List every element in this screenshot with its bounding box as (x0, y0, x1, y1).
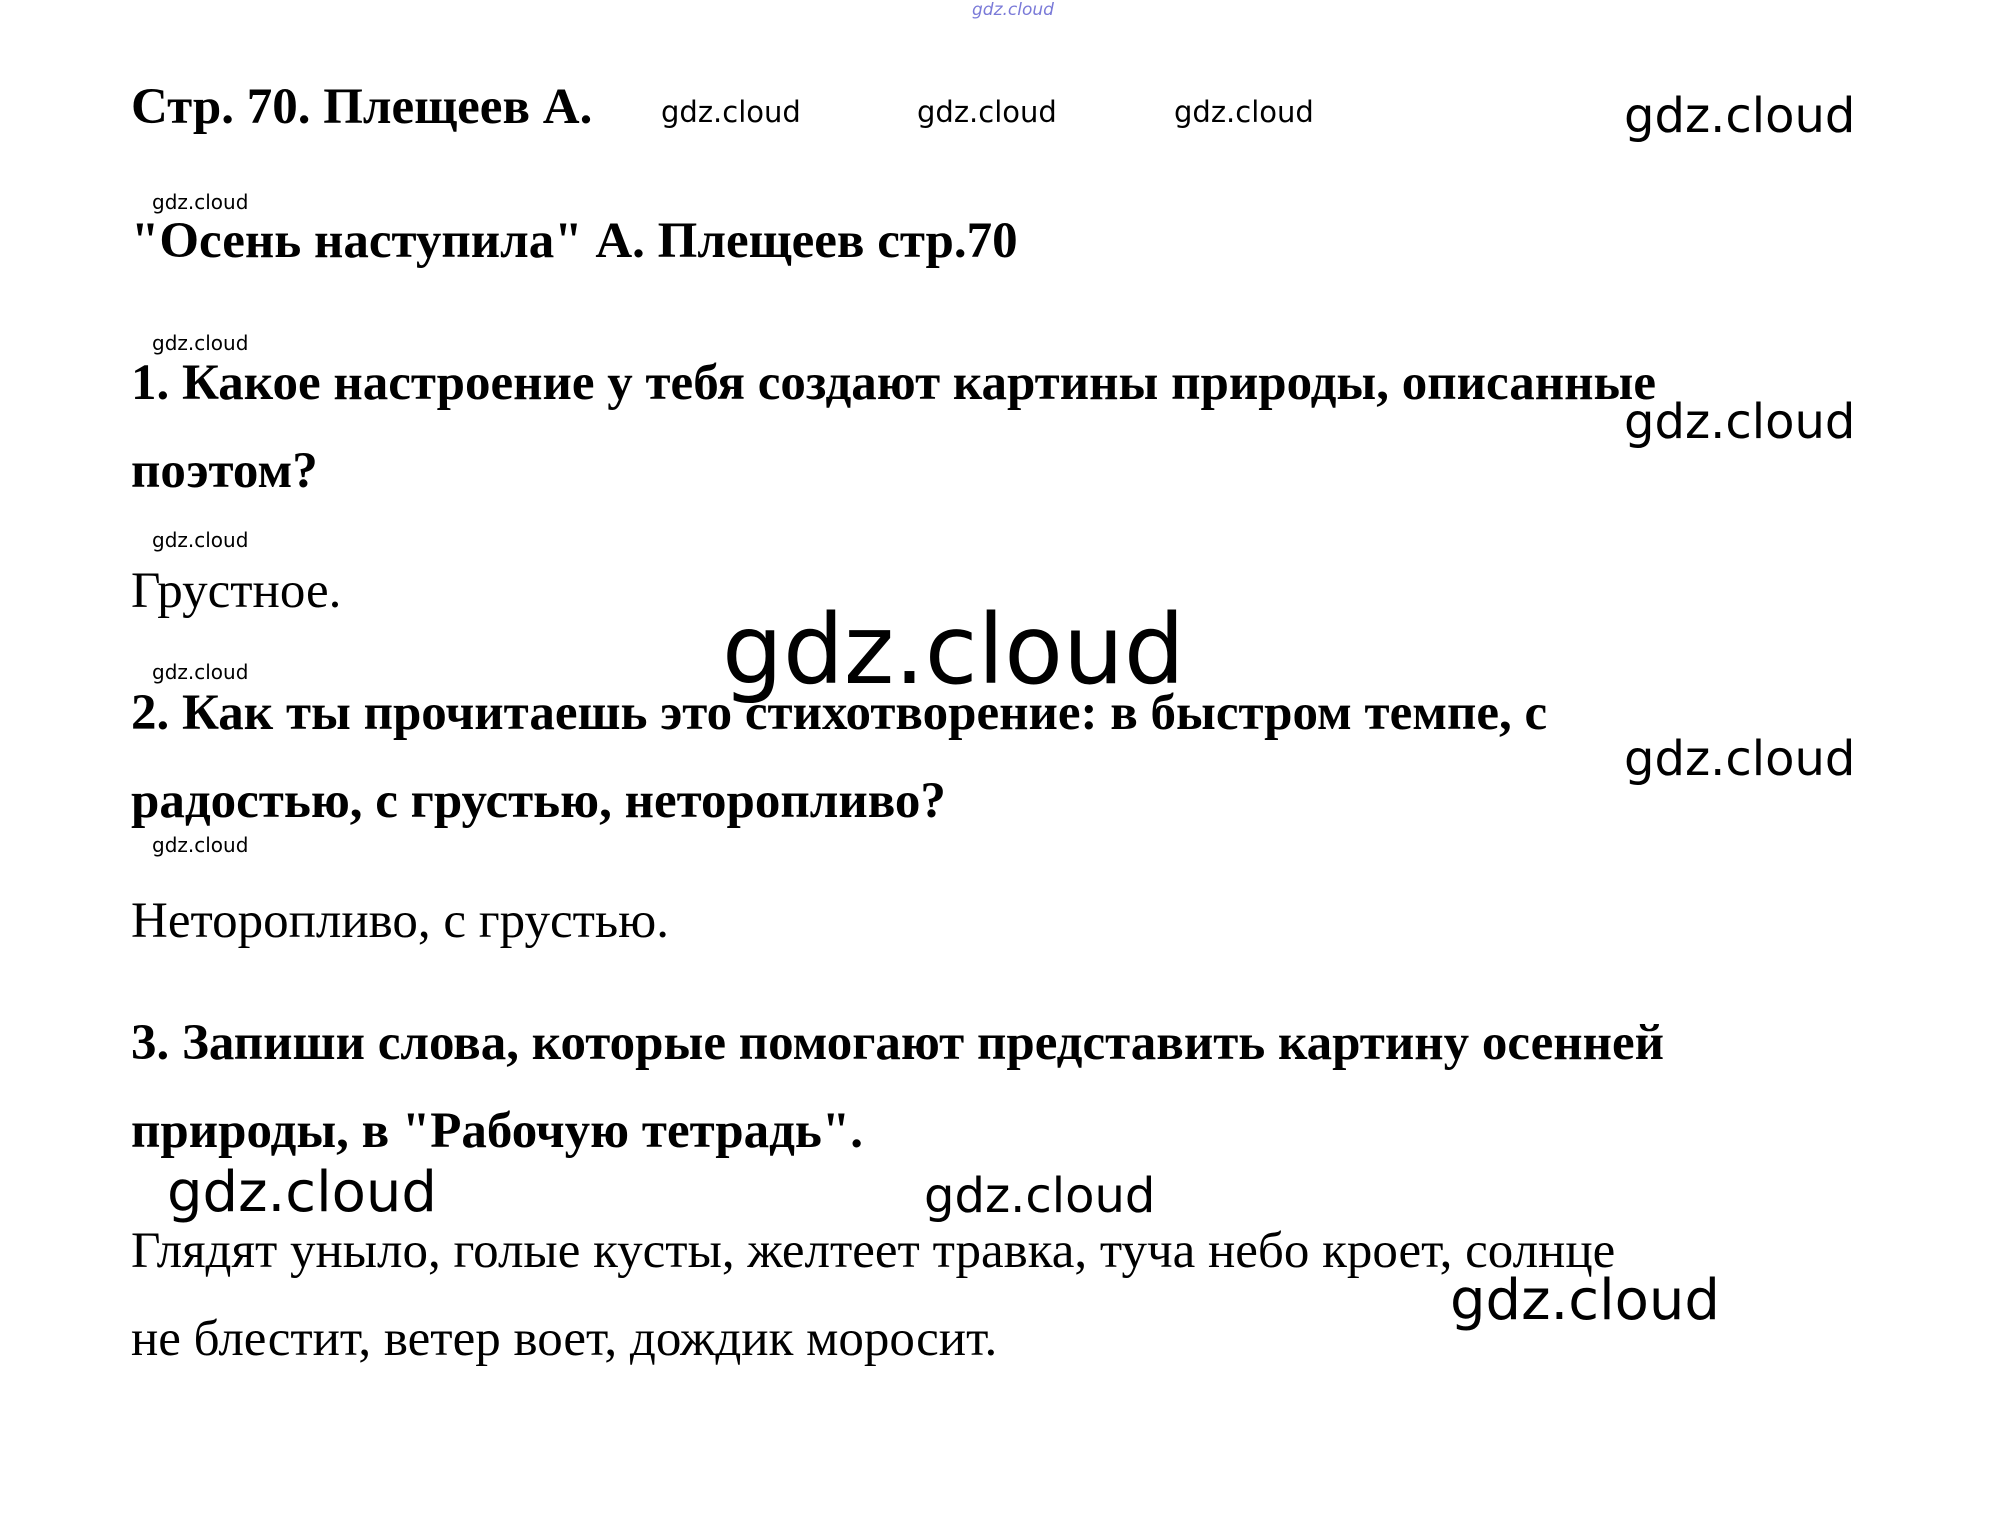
watermark-q2-right: gdz.cloud (1624, 731, 1856, 787)
watermark-header-2: gdz.cloud (917, 95, 1057, 129)
answer-2: Неторопливо, с грустью. (131, 893, 670, 949)
poem-title: "Осень наступила" А. Плещеев стр.70 (131, 213, 1018, 269)
watermark-a1: gdz.cloud (152, 528, 249, 552)
watermark-a2: gdz.cloud (152, 833, 249, 857)
watermark-header-1: gdz.cloud (661, 95, 801, 129)
watermark-subtitle: gdz.cloud (152, 190, 249, 214)
watermark-header-3: gdz.cloud (1174, 95, 1314, 129)
watermark-q2: gdz.cloud (152, 660, 249, 684)
watermark-top: gdz.cloud (972, 0, 1054, 20)
watermark-center: gdz.cloud (722, 594, 1185, 706)
watermark-q3-center: gdz.cloud (924, 1168, 1156, 1224)
question-3-line-2: природы, в "Рабочую тетрадь". (131, 1103, 863, 1159)
question-2-line-1: 2. Как ты прочитаешь это стихотворение: в быстром темпе, с (131, 685, 1548, 741)
question-3-line-1: 3. Запиши слова, которые помогают представить картину осенней (131, 1015, 1665, 1071)
watermark-header-right: gdz.cloud (1624, 88, 1856, 144)
question-2-line-2: радостью, с грустью, неторопливо? (131, 773, 946, 829)
watermark-q3-left: gdz.cloud (167, 1160, 437, 1225)
watermark-a3-right: gdz.cloud (1450, 1268, 1720, 1333)
watermark-q1-right: gdz.cloud (1624, 394, 1856, 450)
watermark-q1: gdz.cloud (152, 331, 249, 355)
answer-1: Грустное. (131, 563, 342, 619)
page-header: Стр. 70. Плещеев А. (131, 79, 593, 135)
question-1-line-2: поэтом? (131, 443, 318, 499)
answer-3-line-1: Глядят уныло, голые кусты, желтеет травка, туча небо кроет, солнце (131, 1223, 1616, 1279)
question-1-line-1: 1. Какое настроение у тебя создают картины природы, описанные (131, 355, 1656, 411)
answer-3-line-2: не блестит, ветер воет, дождик моросит. (131, 1311, 998, 1367)
